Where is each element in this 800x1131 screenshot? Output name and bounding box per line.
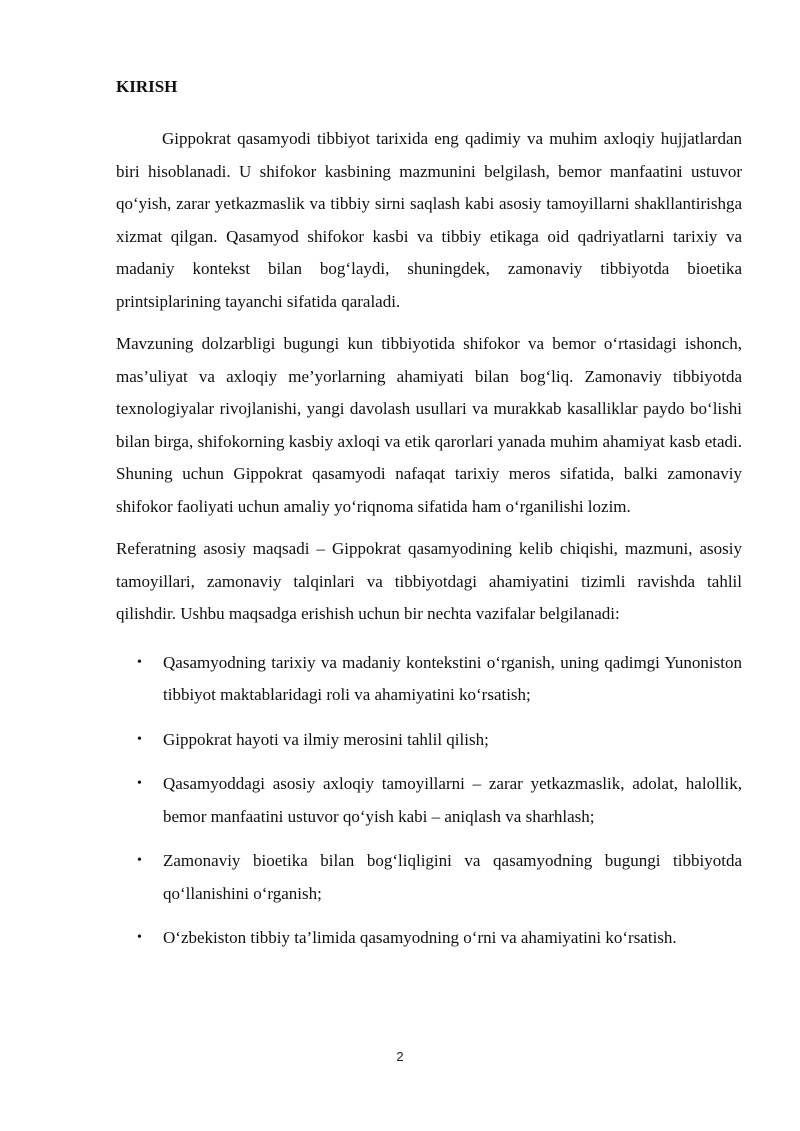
- bullet-icon: •: [137, 853, 142, 868]
- task-text: Gippokrat hayoti va ilmiy merosini tahlil qilish;: [163, 729, 489, 749]
- goal-paragraph: Referatning asosiy maqsadi – Gippokrat qasamyodining kelib chiqishi, mazmuni, asosiy tamoyillari, zamonaviy talqinlari va tibbiyotdagi ahamiyatini tizimli ravishda tahlil qilishdir. Ushbu maqsadga erishish uchun bir nechta vazifalar belgilanadi:: [116, 539, 742, 623]
- bullet-icon: •: [137, 776, 142, 791]
- task-text: Zamonaviy bioetika bilan bog‘liqligini va qasamyodning bugungi tibbiyotda qo‘llanishini o‘rganish;: [163, 851, 742, 903]
- bullet-icon: •: [137, 731, 142, 747]
- intro-paragraph: Gippokrat qasamyodi tibbiyot tarixida eng qadimiy va muhim axloqiy hujjatlardan biri hisoblanadi. U shifokor kasbining mazmunini belgilash, bemor manfaatini ustuvor qo‘yish, zarar yetkazmaslik va tibbiy sirni saqlash kabi asosiy tamoyillarni shakllantirishga xizmat qilgan. Qasamyod shifokor kasbi va tibbiy etikaga oid qadriyatlarni tarixiy va madaniy kontekst bilan bog‘laydi, shuningdek, zamonaviy tibbiyotda bioetika printsiplarining tayanchi sifatida qaraladi.: [116, 129, 742, 311]
- relevance-paragraph: Mavzuning dolzarbligi bugungi kun tibbiyotida shifokor va bemor o‘rtasidagi ishonch, mas’uliyat va axloqiy me’yorlarning ahamiyati bilan bog‘liq. Zamonaviy tibbiyotda texnologiyalar rivojlanishi, yangi davolash usullari va murakkab kasalliklar paydo bo‘lishi bilan birga, shifokorning kasbiy axloqi va etik qarorlari yanada muhim ahamiyat kasb etadi. Shuning uchun Gippokrat qasamyodi nafaqat tarixiy meros sifatida, balki zamonaviy shifokor faoliyati uchun amaliy yo‘riqnoma sifatida ham o‘rganilishi lozim.: [116, 334, 742, 516]
- task-list-item: [116, 768, 742, 833]
- section-heading: KIRISH: [116, 77, 178, 96]
- task-list-item: [116, 724, 742, 757]
- task-text: Qasamyoddagi asosiy axloqiy tamoyillarni – zarar yetkazmaslik, adolat, halollik, bemor manfaatini ustuvor qo‘yish kabi – aniqlash va sharhlash;: [163, 774, 742, 826]
- task-text: Qasamyodning tarixiy va madaniy kontekstini o‘rganish, uning qadimgi Yunoniston tibbiyot maktablaridagi roli va ahamiyatini ko‘rsatish;: [163, 652, 742, 704]
- page-number: 2: [396, 1049, 404, 1064]
- page-content: [116, 76, 742, 967]
- task-list-item: [116, 647, 742, 712]
- task-list: [116, 647, 742, 955]
- bullet-icon: •: [137, 930, 142, 945]
- task-text: O‘zbekiston tibbiy ta’limida qasamyodning o‘rni va ahamiyatini ko‘rsatish.: [163, 928, 677, 947]
- bullet-icon: •: [137, 654, 142, 670]
- task-list-item: [116, 922, 742, 955]
- task-list-item: [116, 845, 742, 910]
